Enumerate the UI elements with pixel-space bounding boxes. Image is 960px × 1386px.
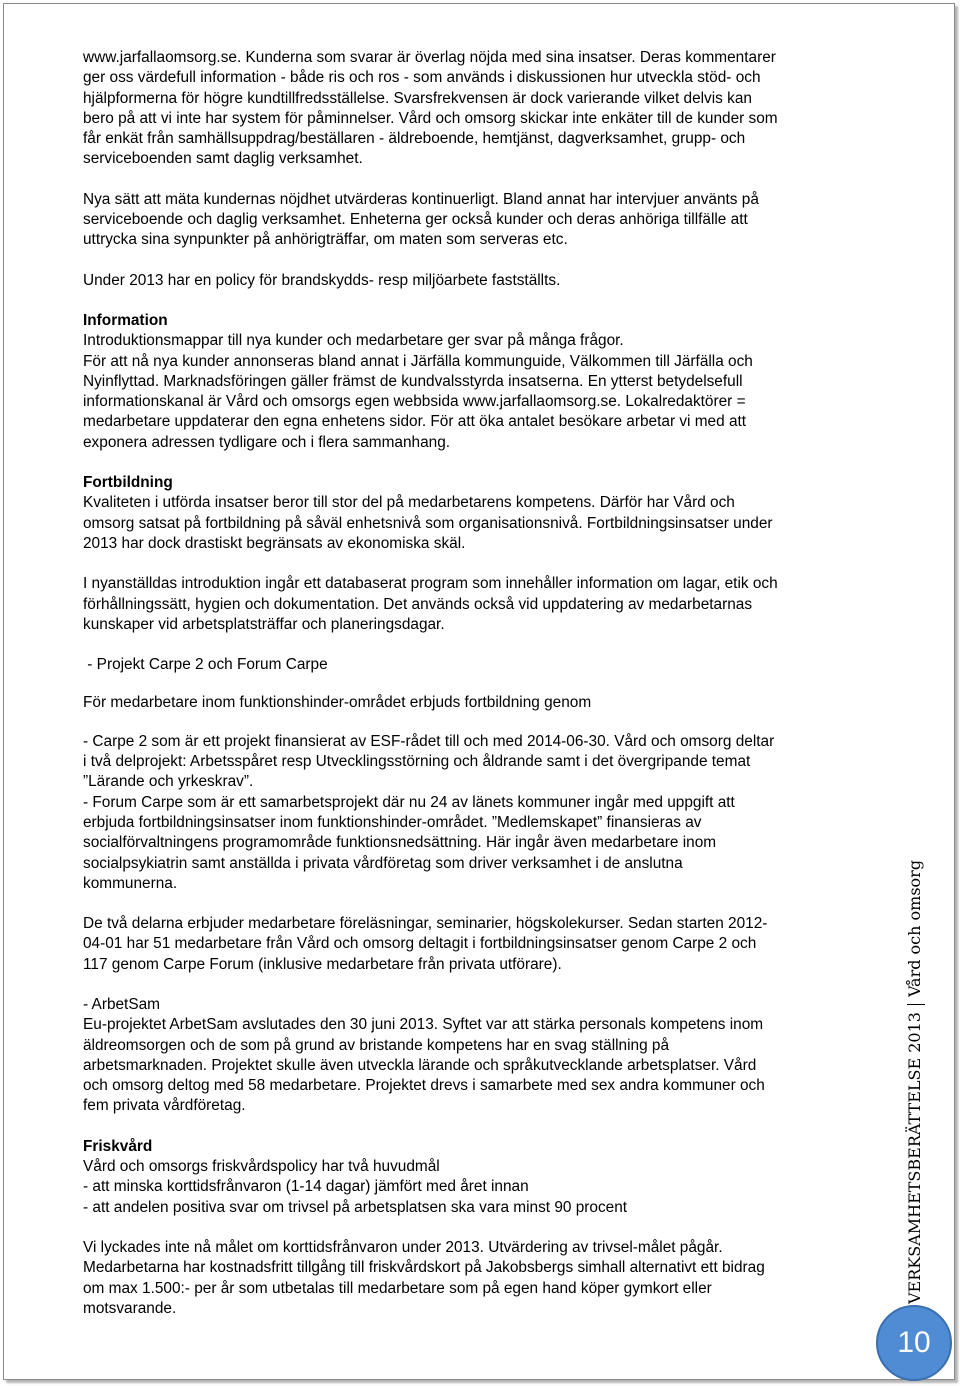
- text-line: uttrycka sina synpunkter på anhörigträffar, om maten som serveras etc.: [83, 231, 568, 249]
- text-line: socialförvaltningens programområde funktionsnedsättning. Här ingår även medarbetare inom: [83, 834, 717, 852]
- information-paragraph: [83, 331, 873, 453]
- text-line: 2013 har dock drastiskt begränsats av ekonomiska skäl.: [83, 534, 466, 552]
- text-line: Eu-projektet ArbetSam avslutades den 30 juni 2013. Syftet var att stärka personals kompetens inom: [83, 1016, 764, 1034]
- text-line: Nya sätt att mäta kundernas nöjdhet utvärderas kontinuerligt. Bland annat har intervjuer använts på: [83, 190, 759, 208]
- text-line: 117 genom Carpe Forum (inklusive medarbetare från privata utförare).: [83, 955, 562, 973]
- text-line: - ArbetSam: [83, 995, 160, 1013]
- side-report-title: [905, 860, 925, 1304]
- text-line: om max 1.500:- per år som utbetalas till medarbetare som på egen hand köper gymkort eller: [83, 1279, 712, 1297]
- document-body: [83, 48, 873, 1319]
- text-line: I nyanställdas introduktion ingår ett databaserat program som innehåller information om lagar, etik och: [83, 575, 778, 593]
- title-separator: [907, 1004, 925, 1005]
- text-line: serviceboende och daglig verksamhet. Enheterna ger också kunder och deras anhöriga tillfälle att: [83, 211, 748, 229]
- text-line: kommunerna.: [83, 874, 178, 892]
- text-line: Nyinflyttad. Marknadsföringen gäller främst de kundvalsstyrda insatserna. En ytterst betydelsefull: [83, 372, 743, 390]
- text-line: Vi lyckades inte nå målet om korttidsfrånvaron under 2013. Utvärdering av trivsel-målet pågår.: [83, 1238, 723, 1256]
- text-line: ger oss värdefull information - både ris och ros - som används i diskussionen hur utveckla stöd- och: [83, 69, 761, 87]
- text-line: serviceboenden samt daglig verksamhet.: [83, 150, 363, 168]
- text-line: arbetsmarknaden. Projektet skulle även utveckla lärande och språkutvecklande arbetsplatser. Vård: [83, 1056, 757, 1074]
- text-line: informationskanal är Vård och omsorgs egen webbsida www.jarfallaomsorg.se. Lokalredaktörer =: [83, 393, 746, 411]
- text-line: förhållningssätt, hygien och dokumentation. Det används också vid uppdatering av medarbetarnas: [83, 595, 753, 613]
- text-line: - Forum Carpe som är ett samarbetsprojekt där nu 24 av länets kommuner ingår med uppgift att: [83, 793, 735, 811]
- vi-lyckades-paragraph: [83, 1238, 873, 1319]
- text-line: Introduktionsmappar till nya kunder och medarbetare ger svar på många frågor.: [83, 332, 624, 350]
- text-line: - att minska korttidsfrånvaron (1-14 dagar) jämfört med året innan: [83, 1178, 529, 1196]
- text-line: kunskaper vid arbetsplatsträffar och planeringsdagar.: [83, 615, 445, 633]
- text-line: erbjuda fortbildningsinsatser inom funktionshinder-området. ”Medlemskapet” finansieras av: [83, 813, 702, 831]
- text-line: och omsorg deltog med 58 medarbetare. Projektet drevs i samarbete med sex andra kommuner och: [83, 1077, 765, 1095]
- top-paragraph: [83, 48, 873, 170]
- text-line: För att nå nya kunder annonseras bland annat i Järfälla kommunguide, Välkommen till Järfälla och: [83, 352, 753, 370]
- text-line: bero på att vi inte har system för påminnelser. Vård och omsorg skickar inte enkäter till de kunder som: [83, 109, 778, 127]
- arbetsam-paragraph: [83, 995, 873, 1117]
- nya-satt-paragraph: [83, 190, 873, 251]
- text-line: fem privata vårdföretag.: [83, 1097, 246, 1115]
- text-line: omsorg satsat på fortbildning på såväl enhetsnivå som organisationsnivå. Fortbildningsinsatser under: [83, 514, 773, 532]
- text-line: i två delprojekt: Arbetsspåret resp Utvecklingsstörning och åldrande samt i det övergripande temat: [83, 753, 751, 771]
- information-heading: Information: [83, 311, 168, 329]
- text-line: får enkät från samhällsuppdrag/beställaren - äldreboende, hemtjänst, dagverksamhet, grupp- och: [83, 130, 746, 148]
- text-line: Vård och omsorgs friskvårdspolicy har två huvudmål: [83, 1158, 440, 1176]
- text-line: motsvarande.: [83, 1299, 177, 1317]
- text-line: De två delarna erbjuder medarbetare föreläsningar, seminarier, högskolekurser. Sedan starten 2012-: [83, 915, 768, 933]
- text-line: 04-01 har 51 medarbetare från Vård och omsorg deltagit i fortbildningsinsatser genom Carpe 2 och: [83, 935, 757, 953]
- projekt-carpe-line: - Projekt Carpe 2 och Forum Carpe: [83, 656, 328, 674]
- text-line: medarbetare uppdaterar den egna enhetens sidor. För att öka antalet besökare arbetar vi med att: [83, 413, 747, 431]
- page-number-badge: [876, 1305, 952, 1381]
- funktionshinder-line: För medarbetare inom funktionshinder-området erbjuds fortbildning genom: [83, 694, 592, 712]
- carpe-paragraph: [83, 732, 873, 894]
- friskvard-paragraph: [83, 1157, 873, 1218]
- text-line: Kvaliteten i utförda insatser beror till stor del på medarbetarens kompetens. Därför har Vård och: [83, 494, 735, 512]
- text-line: socialpsykiatrin samt anställda i privata vårdföretag som driver verksamhet i de anslutna: [83, 854, 683, 872]
- text-line: - att andelen positiva svar om trivsel på arbetsplatsen ska vara minst 90 procent: [83, 1198, 628, 1216]
- report-title: VERKSAMHETSBERÄTTELSE 2013: [905, 1012, 924, 1304]
- fortbildning-paragraph: [83, 493, 873, 554]
- department-name: Vård och omsorg: [905, 859, 924, 998]
- text-line: Medarbetarna har kostnadsfritt tillgång till friskvårdskort på Jakobsbergs simhall alternativt ett bidrag: [83, 1259, 765, 1277]
- text-line: - Carpe 2 som är ett projekt finansierat av ESF-rådet till och med 2014-06-30. Vård och omsorg deltar: [83, 732, 775, 750]
- nyanstallda-paragraph: [83, 574, 873, 635]
- fortbildning-heading: Fortbildning: [83, 474, 173, 492]
- tva-delarna-paragraph: [83, 914, 873, 975]
- text-line: exponera adressen tydligare och i flera sammanhang.: [83, 433, 451, 451]
- policy-paragraph: Under 2013 har en policy för brandskydds- resp miljöarbete fastställts.: [83, 271, 561, 289]
- text-line: äldreomsorgen och de som på grund av bristande kompetens har en svag ställning på: [83, 1036, 670, 1054]
- text-line: hjälpformerna för högre kundtillfredsställelse. Svarsfrekvensen är dock varierande vilket delvis kan: [83, 89, 752, 107]
- friskvard-heading: Friskvård: [83, 1137, 153, 1155]
- text-line: www.jarfallaomsorg.se. Kunderna som svarar är överlag nöjda med sina insatser. Deras kommentarer: [83, 49, 776, 66]
- text-line: ”Lärande och yrkeskrav”.: [83, 773, 254, 791]
- page-number: 10: [897, 1326, 931, 1359]
